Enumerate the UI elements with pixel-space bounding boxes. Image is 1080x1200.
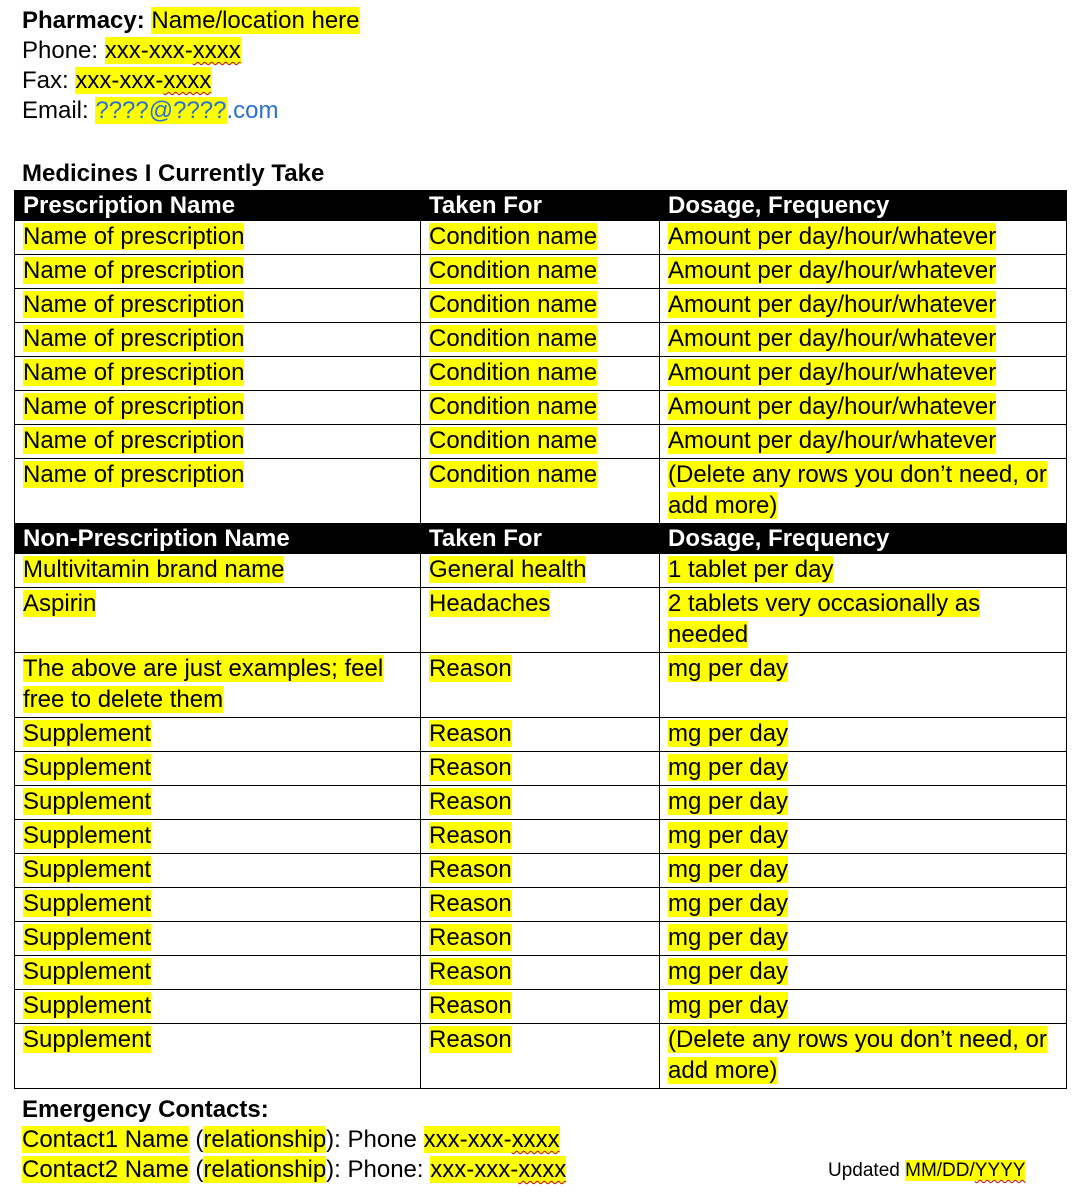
- cell-text: Supplement: [23, 822, 152, 849]
- table-row: [15, 554, 1067, 588]
- column-header: Dosage, Frequency: [660, 191, 1067, 221]
- table-row: [15, 888, 1067, 922]
- table-cell[interactable]: [660, 588, 1067, 653]
- cell-text: Condition name: [429, 427, 598, 454]
- table-cell[interactable]: [15, 588, 421, 653]
- table-cell[interactable]: [421, 1024, 660, 1089]
- table-cell[interactable]: [660, 554, 1067, 588]
- pharmacy-label: Pharmacy:: [22, 7, 145, 34]
- cell-text: Supplement: [23, 788, 152, 815]
- fax-label: Fax:: [22, 67, 69, 94]
- cell-text: Reason: [429, 822, 512, 849]
- cell-text: mg per day: [668, 992, 789, 1019]
- table-cell[interactable]: [15, 289, 421, 323]
- updated-label: Updated: [828, 1160, 900, 1181]
- table-row: [15, 357, 1067, 391]
- table-cell[interactable]: [421, 289, 660, 323]
- table-cell[interactable]: [421, 653, 660, 718]
- cell-text: mg per day: [668, 924, 789, 951]
- cell-text: Supplement: [23, 992, 152, 1019]
- column-header: Taken For: [421, 191, 660, 221]
- table-cell[interactable]: [421, 820, 660, 854]
- table-cell[interactable]: [660, 391, 1067, 425]
- email-label: Email:: [22, 97, 89, 124]
- table-cell[interactable]: [15, 990, 421, 1024]
- cell-text: Name of prescription: [23, 325, 245, 352]
- column-header: Dosage, Frequency: [660, 524, 1067, 554]
- cell-text: Reason: [429, 720, 512, 747]
- phone-part-misspelled: xxxx: [518, 1156, 567, 1183]
- cell-text: mg per day: [668, 958, 789, 985]
- contact-relationship-field[interactable]: relationship: [203, 1156, 327, 1183]
- cell-text: Amount per day/hour/whatever: [668, 325, 997, 352]
- cell-text: Name of prescription: [23, 461, 245, 488]
- email-link[interactable]: [95, 97, 278, 124]
- cell-text: Condition name: [429, 257, 598, 284]
- table-cell[interactable]: [15, 357, 421, 391]
- table-row: [15, 820, 1067, 854]
- cell-text: Condition name: [429, 461, 598, 488]
- cell-text: General health: [429, 556, 587, 583]
- contact-phone-field[interactable]: [424, 1126, 560, 1153]
- cell-text: Condition name: [429, 393, 598, 420]
- nonprescription-header-row: [15, 524, 1067, 554]
- column-header: Taken For: [421, 524, 660, 554]
- table-cell[interactable]: [15, 425, 421, 459]
- cell-text: Name of prescription: [23, 223, 245, 250]
- table-cell[interactable]: [660, 221, 1067, 255]
- table-cell[interactable]: [15, 255, 421, 289]
- table-cell[interactable]: [421, 459, 660, 524]
- phone-part-misspelled: xxxx: [192, 37, 241, 64]
- contact-line-1: Contact1 Name (relationship): Phone xxx-xxx-xxxx: [22, 1126, 560, 1153]
- contact-phone-label: ): Phone: [326, 1126, 417, 1153]
- table-cell[interactable]: [421, 357, 660, 391]
- table-cell[interactable]: [15, 888, 421, 922]
- cell-text: Reason: [429, 958, 512, 985]
- cell-text: Condition name: [429, 359, 598, 386]
- cell-text: mg per day: [668, 788, 789, 815]
- cell-text: Amount per day/hour/whatever: [668, 427, 997, 454]
- table-cell[interactable]: [15, 221, 421, 255]
- cell-text: Reason: [429, 788, 512, 815]
- cell-text: mg per day: [668, 720, 789, 747]
- phone-field[interactable]: [105, 37, 241, 64]
- table-cell[interactable]: [660, 752, 1067, 786]
- phone-part-misspelled: xxxx: [511, 1126, 560, 1153]
- updated-stamp: [828, 1160, 1025, 1182]
- table-cell[interactable]: [15, 323, 421, 357]
- table-row: [15, 956, 1067, 990]
- table-row: [15, 391, 1067, 425]
- phone-line: [22, 36, 360, 66]
- date-part-misspelled: YYYY: [974, 1160, 1026, 1181]
- cell-text: mg per day: [668, 856, 789, 883]
- column-header: Prescription Name: [15, 191, 421, 221]
- column-header: Non-Prescription Name: [15, 524, 421, 554]
- table-row: [15, 786, 1067, 820]
- table-cell[interactable]: [421, 554, 660, 588]
- table-row: [15, 752, 1067, 786]
- cell-text: Reason: [429, 992, 512, 1019]
- phone-part: xxx-xxx-: [104, 37, 193, 64]
- table-row: [15, 854, 1067, 888]
- table-cell[interactable]: [15, 854, 421, 888]
- cell-text: Supplement: [23, 924, 152, 951]
- table-cell[interactable]: [421, 752, 660, 786]
- table-cell[interactable]: [15, 752, 421, 786]
- table-cell[interactable]: [660, 854, 1067, 888]
- table-cell[interactable]: [660, 888, 1067, 922]
- cell-text: Supplement: [23, 856, 152, 883]
- cell-text: Amount per day/hour/whatever: [668, 291, 997, 318]
- table-row: [15, 718, 1067, 752]
- table-cell[interactable]: [660, 820, 1067, 854]
- cell-text: Name of prescription: [23, 359, 245, 386]
- table-cell[interactable]: [421, 255, 660, 289]
- fax-part: xxx-xxx-: [75, 67, 164, 94]
- email-line: [22, 96, 360, 126]
- cell-text: Supplement: [23, 1026, 152, 1053]
- cell-text: Name of prescription: [23, 257, 245, 284]
- cell-text: Amount per day/hour/whatever: [668, 257, 997, 284]
- cell-text: Condition name: [429, 223, 598, 250]
- cell-text: Supplement: [23, 754, 152, 781]
- table-cell[interactable]: [660, 1024, 1067, 1089]
- updated-date-field[interactable]: [905, 1160, 1025, 1181]
- emergency-contacts: [22, 1095, 566, 1185]
- table-cell[interactable]: [660, 653, 1067, 718]
- contact-relationship-field[interactable]: relationship: [203, 1126, 327, 1153]
- cell-text: Supplement: [23, 958, 152, 985]
- emergency-heading: Emergency Contacts:: [22, 1096, 269, 1123]
- table-cell[interactable]: [15, 820, 421, 854]
- table-row: [15, 221, 1067, 255]
- table-cell[interactable]: [660, 357, 1067, 391]
- pharmacy-name-field[interactable]: Name/location here: [151, 7, 360, 34]
- table-cell[interactable]: [660, 922, 1067, 956]
- cell-text: Amount per day/hour/whatever: [668, 393, 997, 420]
- cell-text: Reason: [429, 890, 512, 917]
- table-cell[interactable]: [421, 854, 660, 888]
- contact-name-field[interactable]: Contact1 Name: [22, 1126, 189, 1153]
- cell-text: mg per day: [668, 754, 789, 781]
- email-domain: .com: [226, 97, 279, 124]
- prescription-header-row: [15, 191, 1067, 221]
- cell-text: Reason: [429, 856, 512, 883]
- cell-text: Condition name: [429, 291, 598, 318]
- cell-text: Headaches: [429, 590, 551, 617]
- table-row: [15, 323, 1067, 357]
- cell-text: mg per day: [668, 822, 789, 849]
- pharmacy-info: [22, 6, 360, 126]
- cell-text: (Delete any rows you don’t need, or add more): [668, 461, 1047, 519]
- table-row: [15, 1024, 1067, 1089]
- table-row: [15, 922, 1067, 956]
- table-cell[interactable]: [15, 459, 421, 524]
- table-row: [15, 653, 1067, 718]
- table-cell[interactable]: [660, 786, 1067, 820]
- table-cell[interactable]: [660, 289, 1067, 323]
- fax-line: [22, 66, 360, 96]
- table-cell[interactable]: [421, 425, 660, 459]
- phone-label: Phone:: [22, 37, 99, 64]
- contact-name-field[interactable]: Contact2 Name: [22, 1156, 189, 1183]
- table-cell[interactable]: [15, 391, 421, 425]
- table-row: [15, 425, 1067, 459]
- date-part: MM/DD/: [905, 1160, 975, 1181]
- table-cell[interactable]: [421, 391, 660, 425]
- cell-text: Condition name: [429, 325, 598, 352]
- table-cell[interactable]: [15, 956, 421, 990]
- table-cell[interactable]: [421, 718, 660, 752]
- table-cell[interactable]: [660, 990, 1067, 1024]
- cell-text: Name of prescription: [23, 393, 245, 420]
- table-cell[interactable]: [421, 323, 660, 357]
- contact-phone-label: ): Phone:: [326, 1156, 424, 1183]
- table-row: [15, 459, 1067, 524]
- email-user-field: ????@????: [95, 97, 227, 124]
- cell-text: The above are just examples; feel free to delete them: [23, 655, 384, 713]
- table-cell[interactable]: [15, 554, 421, 588]
- prescription-section: [15, 191, 1067, 524]
- cell-text: Reason: [429, 1026, 512, 1053]
- table-cell[interactable]: [660, 718, 1067, 752]
- table-cell[interactable]: [660, 459, 1067, 524]
- cell-text: Supplement: [23, 890, 152, 917]
- table-cell[interactable]: [15, 718, 421, 752]
- table-row: [15, 289, 1067, 323]
- fax-part-misspelled: xxxx: [163, 67, 212, 94]
- table-cell[interactable]: [421, 588, 660, 653]
- table-cell[interactable]: [15, 786, 421, 820]
- table-cell[interactable]: [660, 255, 1067, 289]
- phone-part: xxx-xxx-: [423, 1126, 512, 1153]
- phone-part: xxx-xxx-: [430, 1156, 519, 1183]
- table-cell[interactable]: [15, 653, 421, 718]
- table-row: [15, 990, 1067, 1024]
- section-title: Medicines I Currently Take: [22, 160, 325, 187]
- nonprescription-section: [15, 524, 1067, 1089]
- table-cell[interactable]: [15, 1024, 421, 1089]
- table-cell[interactable]: [421, 221, 660, 255]
- cell-text: Name of prescription: [23, 291, 245, 318]
- cell-text: Multivitamin brand name: [23, 556, 285, 583]
- table-cell[interactable]: [421, 990, 660, 1024]
- cell-text: Amount per day/hour/whatever: [668, 359, 997, 386]
- table-cell[interactable]: [660, 323, 1067, 357]
- table-cell[interactable]: [660, 425, 1067, 459]
- cell-text: Aspirin: [23, 590, 97, 617]
- cell-text: mg per day: [668, 655, 789, 682]
- cell-text: Reason: [429, 655, 512, 682]
- cell-text: 1 tablet per day: [668, 556, 834, 583]
- table-cell[interactable]: [421, 956, 660, 990]
- contact-phone-field[interactable]: [430, 1156, 566, 1183]
- contact-line-2: Contact2 Name (relationship): Phone: xxx-xxx-xxxx: [22, 1156, 567, 1183]
- cell-text: 2 tablets very occasionally as needed: [668, 590, 981, 648]
- table-row: [15, 255, 1067, 289]
- pharmacy-line: [22, 6, 360, 36]
- medicines-table: [14, 190, 1067, 1089]
- table-cell[interactable]: [421, 922, 660, 956]
- cell-text: Supplement: [23, 720, 152, 747]
- cell-text: Reason: [429, 754, 512, 781]
- fax-field[interactable]: [75, 67, 211, 94]
- cell-text: Reason: [429, 924, 512, 951]
- cell-text: Name of prescription: [23, 427, 245, 454]
- cell-text: mg per day: [668, 890, 789, 917]
- cell-text: Amount per day/hour/whatever: [668, 223, 997, 250]
- table-cell[interactable]: [660, 956, 1067, 990]
- table-cell[interactable]: [421, 888, 660, 922]
- table-cell[interactable]: [421, 786, 660, 820]
- table-cell[interactable]: [15, 922, 421, 956]
- cell-text: (Delete any rows you don’t need, or add more): [668, 1026, 1047, 1084]
- table-row: [15, 588, 1067, 653]
